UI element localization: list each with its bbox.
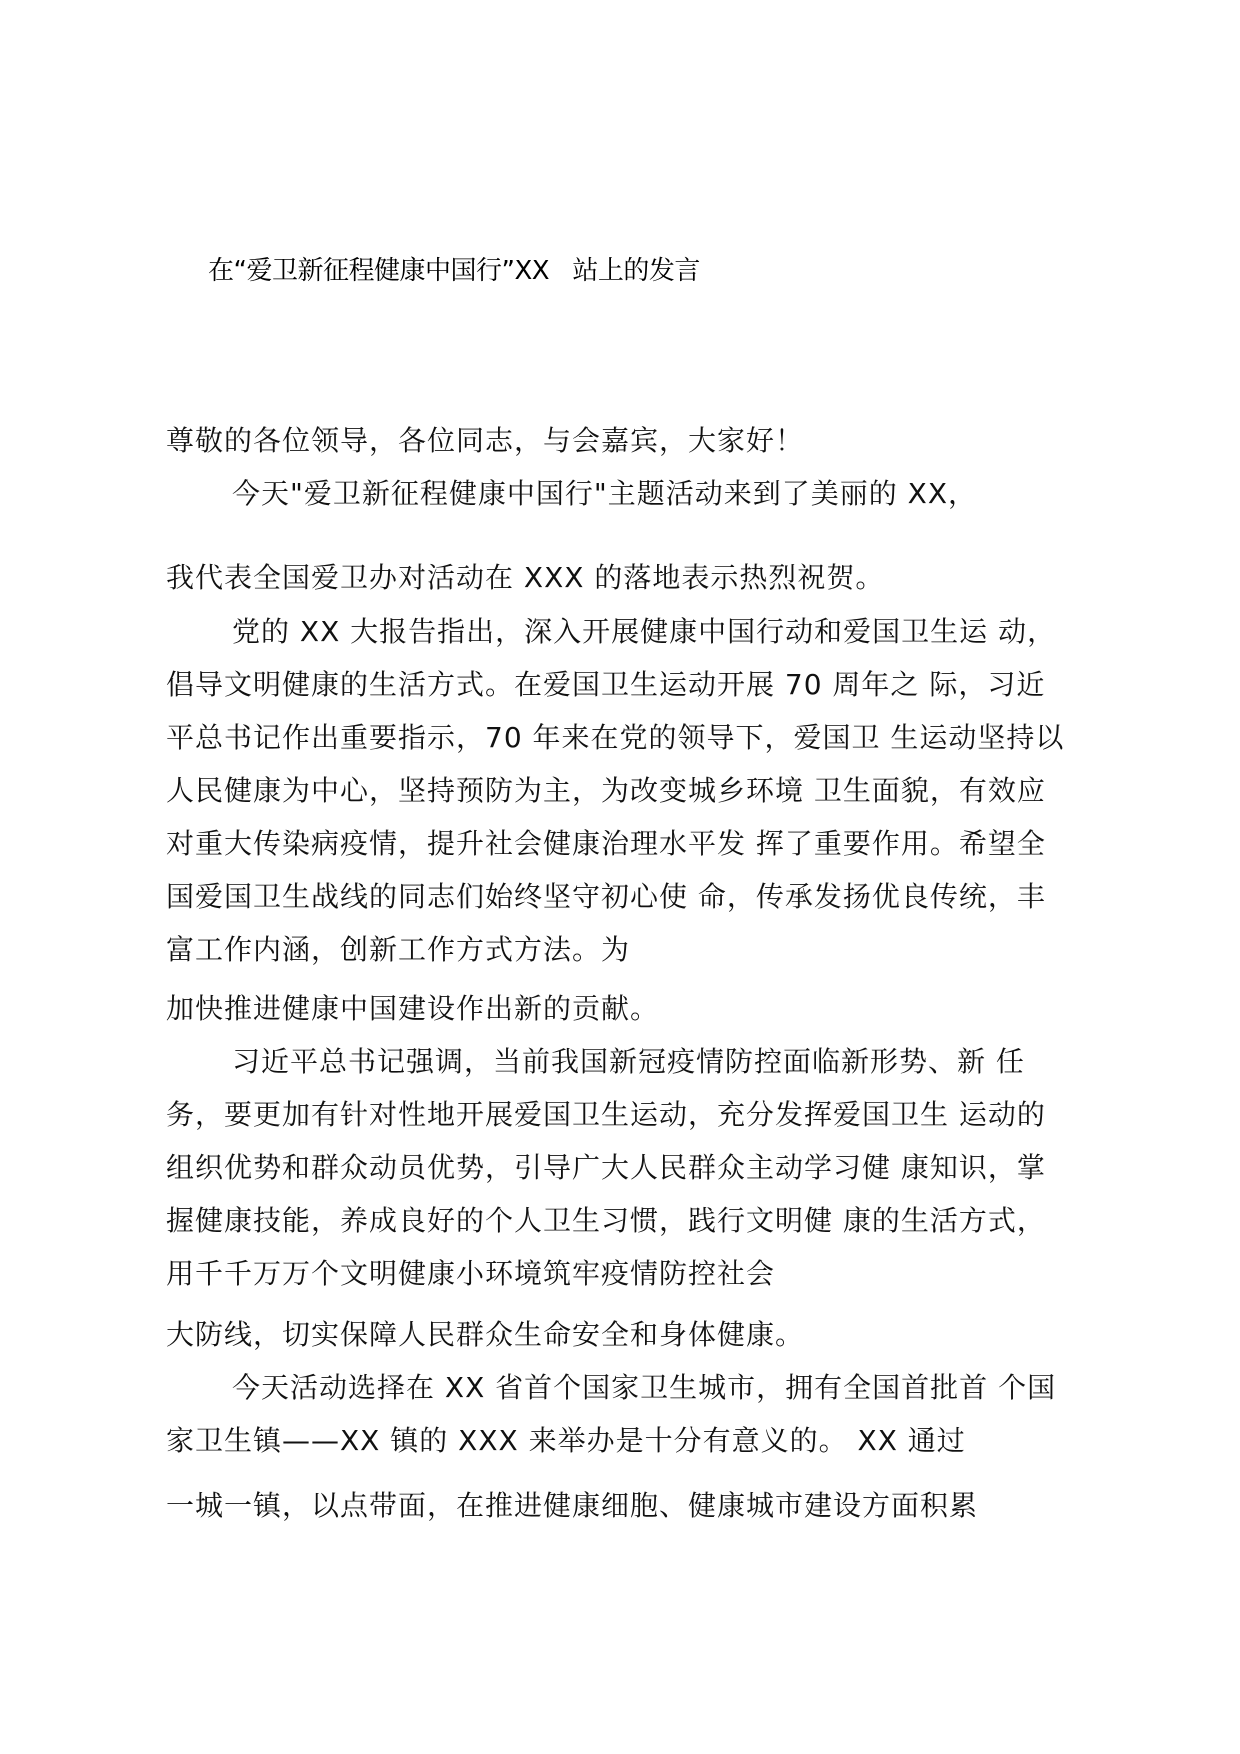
body-line: 一城一镇，以点带面，在推进健康细胞、健康城市建设方面积累 (166, 1489, 979, 1522)
body-line: 平总书记作出重要指示，70 年来在党的领导下，爱国卫 生运动坚持以 (166, 721, 1065, 754)
body-line: 国爱国卫生战线的同志们始终坚守初心使 命，传承发扬优良传统，丰 (166, 880, 1046, 913)
body-line: 习近平总书记强调，当前我国新冠疫情防控面临新形势、新 任 (232, 1045, 1025, 1078)
body-line: 倡导文明健康的生活方式。在爱国卫生运动开展 70 周年之 际，习近 (166, 668, 1046, 701)
salutation-line: 尊敬的各位领导，各位同志，与会嘉宾，大家好！ (166, 424, 805, 457)
body-line: 富工作内涵，创新工作方式方法。为 (166, 933, 631, 966)
body-line: 用千千万万个文明健康小环境筑牢疫情防控社会 (166, 1257, 776, 1290)
body-line: 党的 XX 大报告指出，深入开展健康中国行动和爱国卫生运 动， (232, 615, 1057, 648)
document-title: 在“爱卫新征程健康中国行”XX 站上的发言 (208, 256, 700, 286)
body-line: 握健康技能，养成良好的个人卫生习惯，践行文明健 康的生活方式， (166, 1204, 1046, 1237)
body-line: 我代表全国爱卫办对活动在 XXX 的落地表示热烈祝贺。 (166, 561, 885, 594)
body-line: 务，要更加有针对性地开展爱国卫生运动，充分发挥爱国卫生 运动的 (166, 1098, 1046, 1131)
body-line: 加快推进健康中国建设作出新的贡献。 (166, 992, 660, 1025)
body-line: 今天活动选择在 XX 省首个国家卫生城市，拥有全国首批首 个国 (232, 1371, 1057, 1404)
body-line: 人民健康为中心，坚持预防为主，为改变城乡环境 卫生面貌，有效应 (166, 774, 1046, 807)
body-line: 对重大传染病疫情，提升社会健康治理水平发 挥了重要作用。希望全 (166, 827, 1046, 860)
body-line: 今天"爱卫新征程健康中国行"主题活动来到了美丽的 XX， (232, 477, 978, 510)
body-line: 组织优势和群众动员优势，引导广大人民群众主动学习健 康知识，掌 (166, 1151, 1046, 1184)
body-line: 家卫生镇——XX 镇的 XXX 来举办是十分有意义的。 XX 通过 (166, 1424, 966, 1457)
body-line: 大防线，切实保障人民群众生命安全和身体健康。 (166, 1318, 805, 1351)
